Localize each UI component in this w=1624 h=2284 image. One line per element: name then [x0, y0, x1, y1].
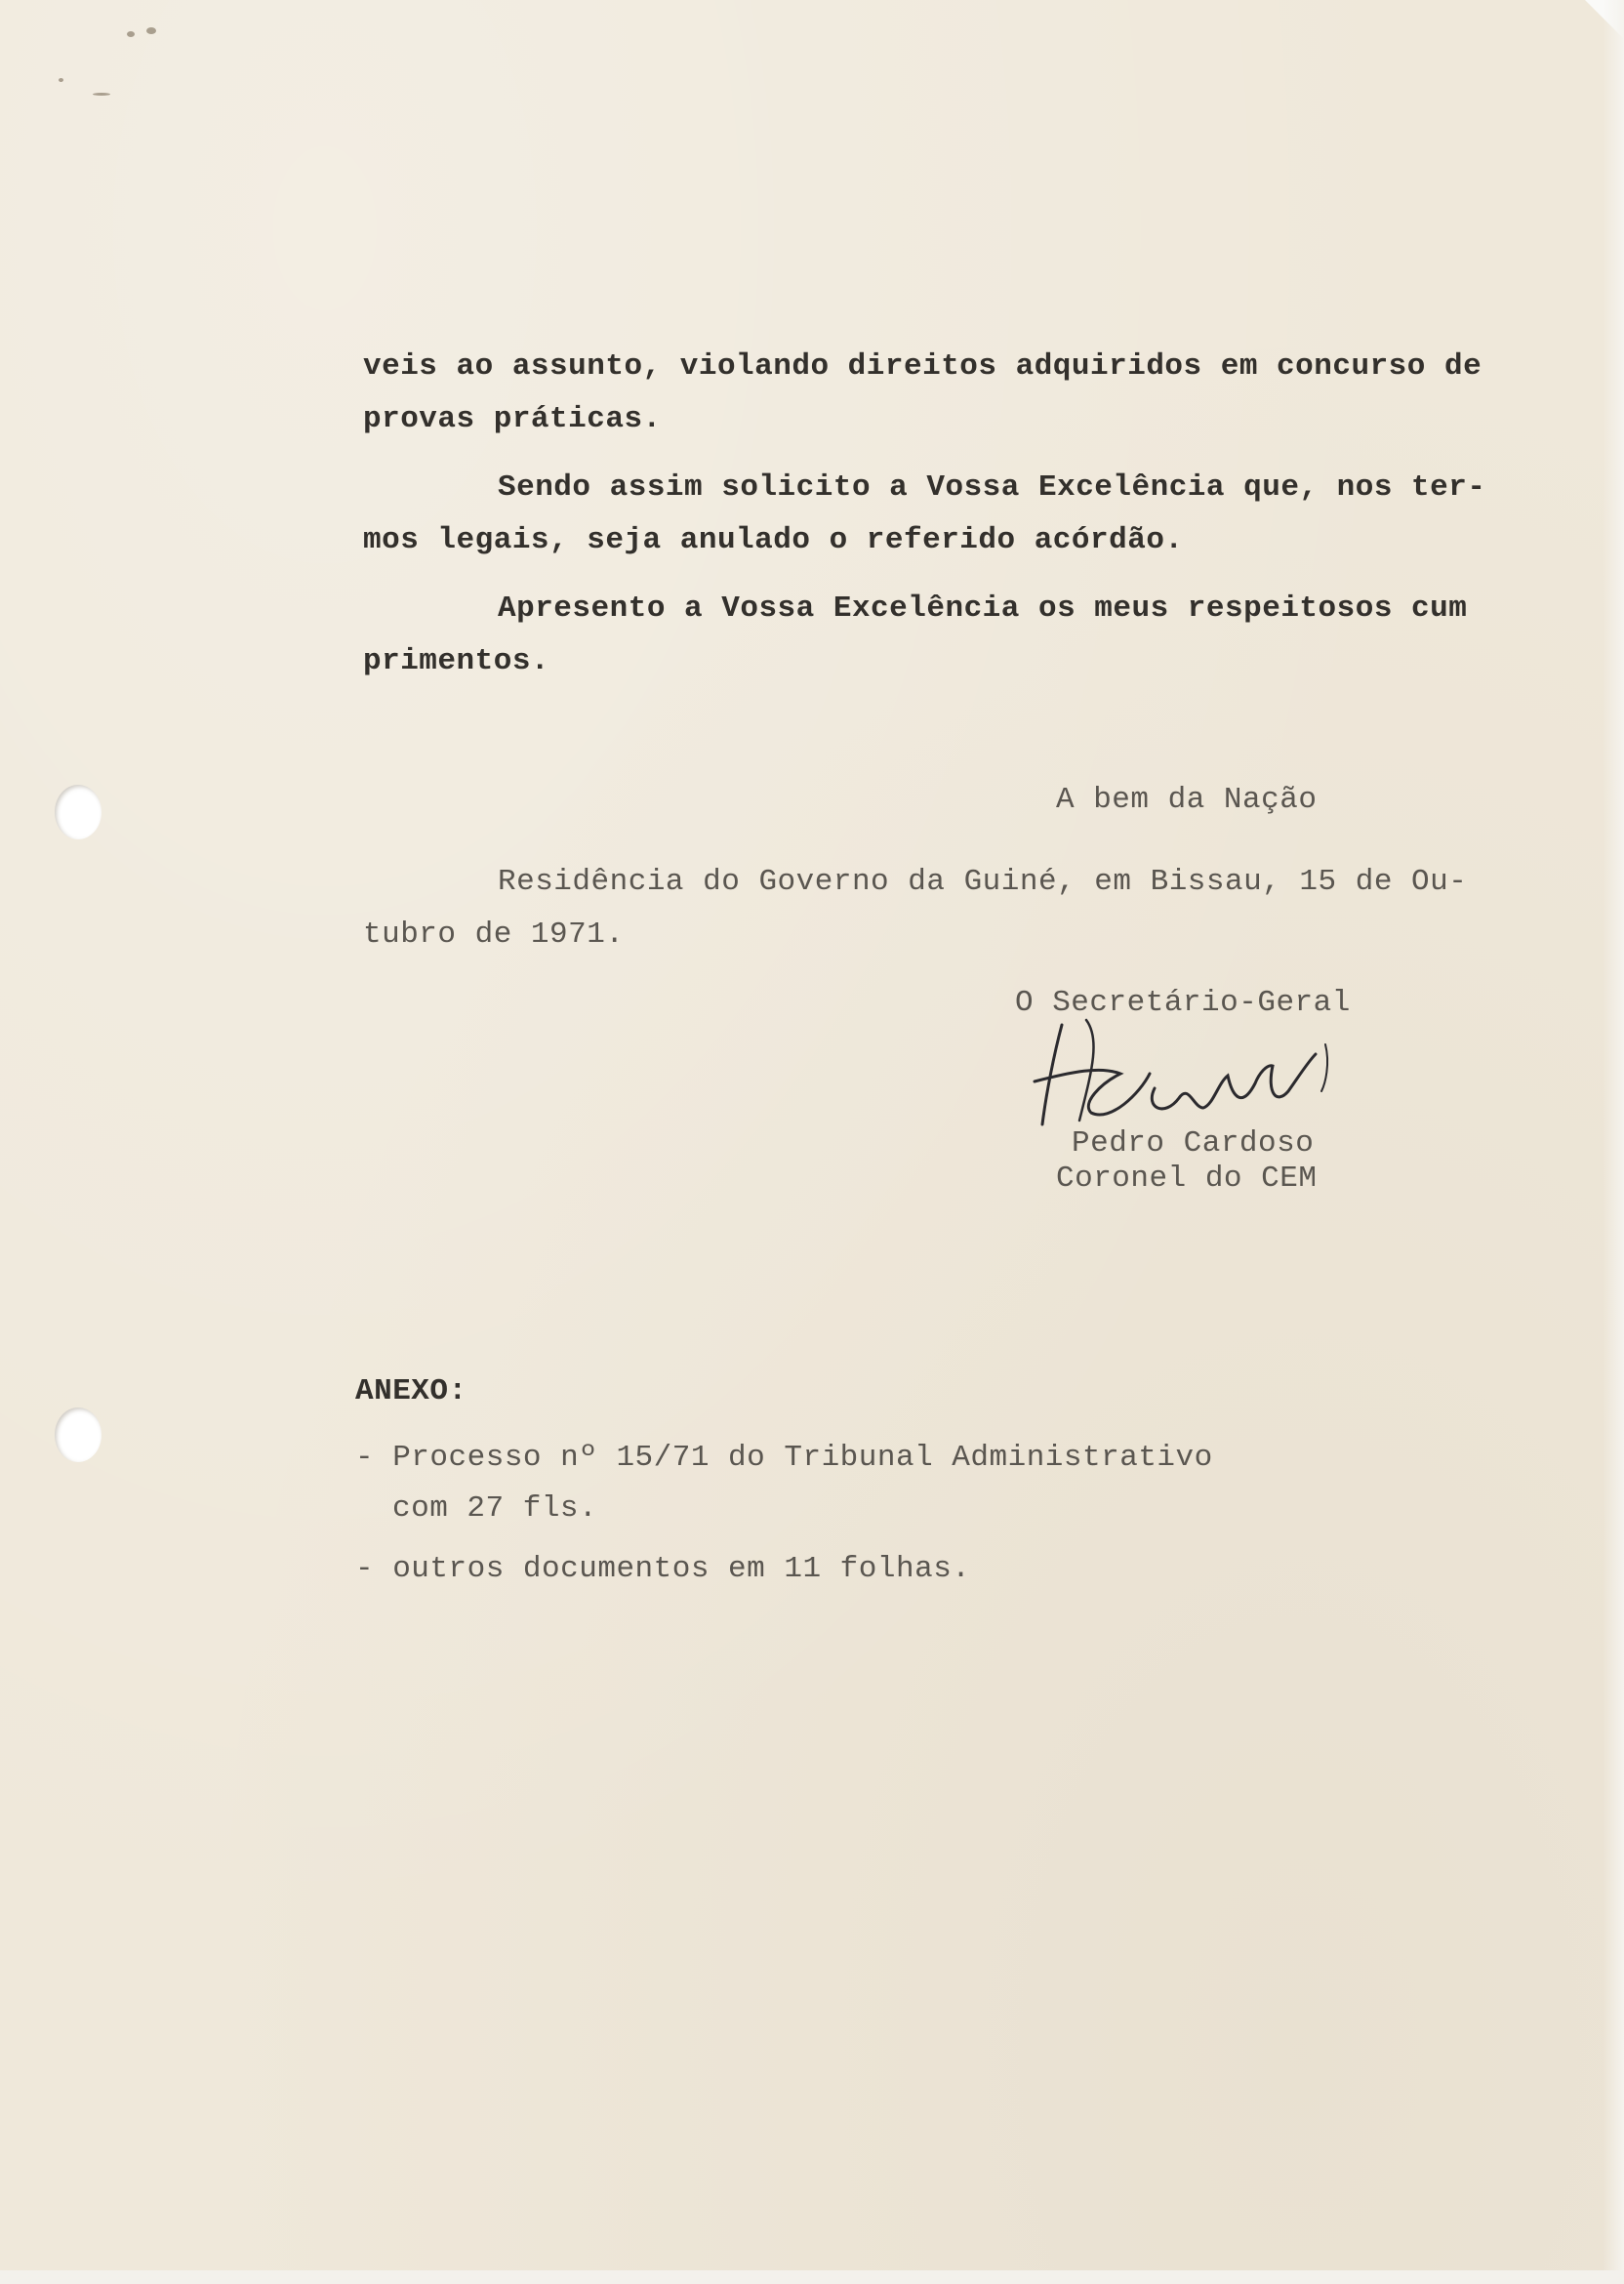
paragraph-1-line-1: veis ao assunto, violando direitos adquiridos em concurso de [363, 349, 1482, 384]
paragraph-2-line-1: Sendo assim solicito a Vossa Excelência que, nos ter- [498, 470, 1486, 505]
annex-heading: ANEXO: [355, 1374, 467, 1408]
annex-item-1-line-2: com 27 fls. [392, 1491, 598, 1526]
page-edge-bottom [0, 2270, 1624, 2284]
paper-speck [127, 31, 135, 37]
annex-item-1-line-1: - Processo nº 15/71 do Tribunal Administrativo [355, 1441, 1213, 1475]
annex-item-2: - outros documentos em 11 folhas. [355, 1552, 971, 1586]
handwritten-signature [1033, 1015, 1355, 1132]
paragraph-3-line-2: primentos. [363, 644, 550, 678]
paper-speck [93, 93, 110, 96]
closing-salutation: A bem da Nação [1056, 783, 1318, 817]
page-edge-right [1603, 0, 1624, 2284]
signer-name: Pedro Cardoso [1072, 1126, 1315, 1161]
paragraph-1-line-2: provas práticas. [363, 402, 662, 436]
punch-hole-lower [55, 1407, 102, 1462]
signer-title: O Secretário-Geral [1015, 986, 1351, 1020]
place-date-line-2: tubro de 1971. [363, 918, 625, 952]
paper-speck [59, 78, 63, 82]
signer-rank: Coronel do CEM [1056, 1162, 1318, 1196]
paper-speck [146, 27, 156, 34]
place-date-line-1: Residência do Governo da Guiné, em Bissau, 15 de Ou- [498, 865, 1468, 899]
punch-hole-upper [55, 785, 102, 839]
paragraph-2-line-2: mos legais, seja anulado o referido acórdão. [363, 523, 1184, 557]
paragraph-3-line-1: Apresento a Vossa Excelência os meus respeitosos cum [498, 591, 1468, 626]
